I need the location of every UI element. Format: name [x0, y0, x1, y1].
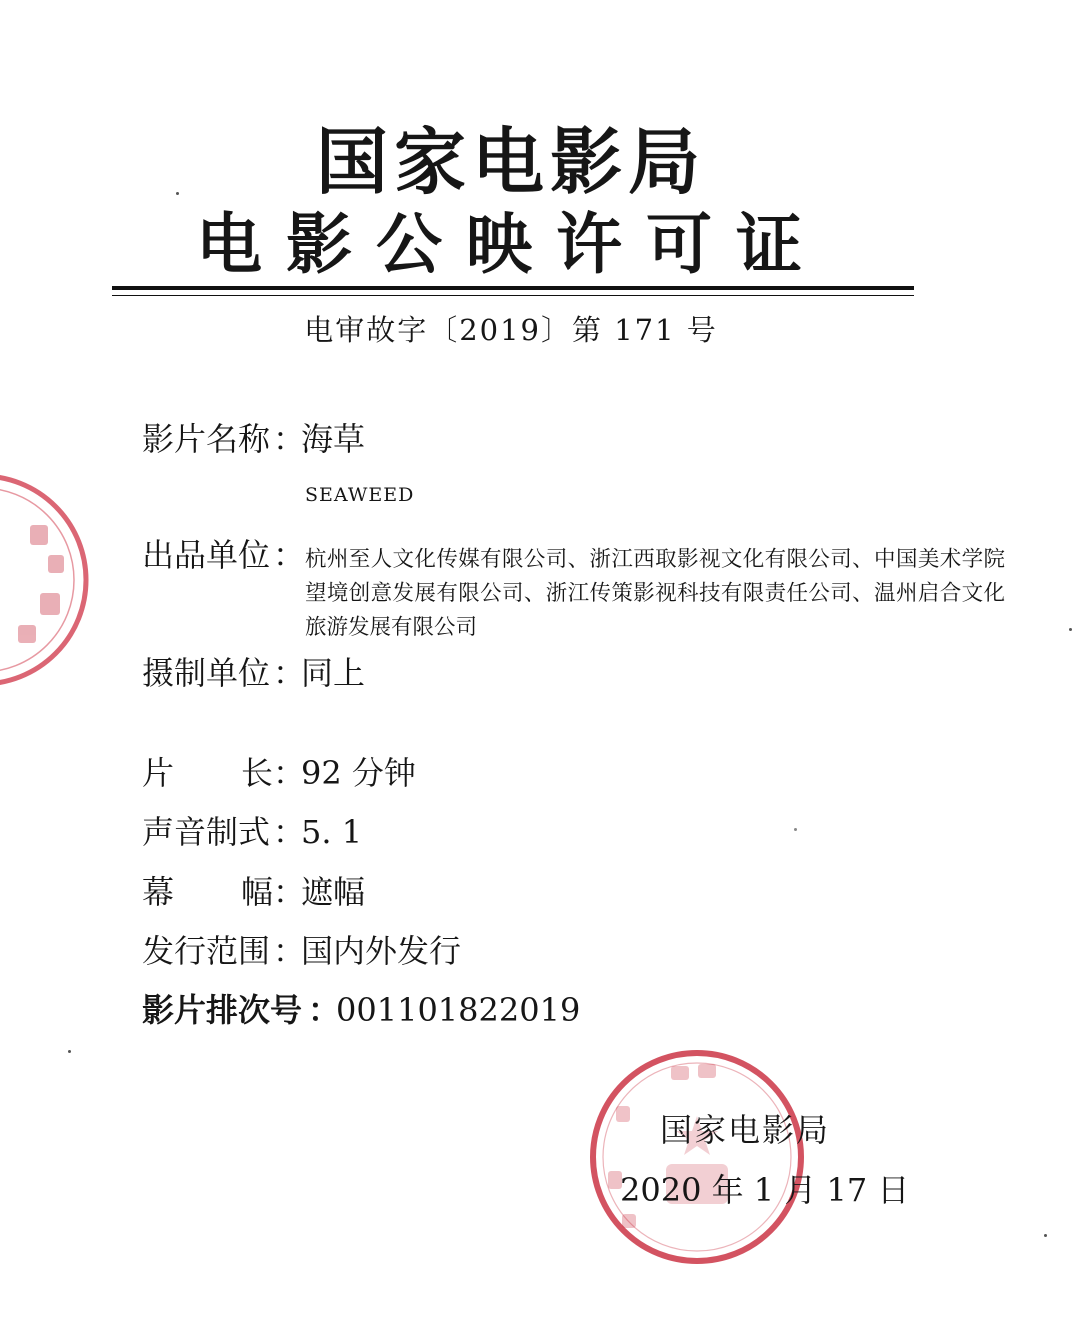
sound-value: 5. 1 [301, 813, 363, 851]
scan-speck [1069, 628, 1072, 631]
field-filming-unit [142, 651, 365, 695]
scan-speck [68, 1050, 71, 1053]
batch-number-label: 影片排次号 [142, 991, 303, 1029]
length-label-char-1: 片 [142, 754, 175, 792]
issue-date: 2020 年 1 月 17 日 [620, 1171, 910, 1209]
field-sound [142, 810, 362, 854]
header-rule-thin [112, 295, 914, 296]
colon: ： [273, 873, 306, 911]
filming-unit-value: 同上 [301, 654, 366, 692]
batch-number-value: 001101822019 [336, 991, 581, 1029]
scan-speck [1044, 1234, 1047, 1237]
scan-speck [794, 828, 797, 831]
colon: ： [308, 991, 341, 1029]
length-label-char-2: 长 [240, 754, 273, 792]
colon: ： [273, 420, 306, 458]
film-name-label: 影片名称 [142, 420, 271, 458]
edge-seal [0, 465, 100, 695]
producer-label: 出品单位 [142, 536, 271, 574]
colon: ： [273, 932, 306, 970]
page-title: 国家电影局 [315, 120, 706, 204]
issuer-name: 国家电影局 [660, 1111, 831, 1149]
field-distribution [142, 929, 461, 973]
field-producer [142, 533, 306, 577]
film-name-value: 海草 [301, 420, 366, 458]
distribution-value: 国内外发行 [301, 932, 462, 970]
film-english-title: SEAWEED [305, 484, 415, 506]
official-seal [586, 1046, 808, 1268]
screen-label-char-1: 幕 [142, 873, 175, 911]
length-value: 92 分钟 [301, 754, 416, 792]
field-film-name [142, 417, 365, 461]
colon: ： [273, 536, 306, 574]
producer-value: 杭州至人文化传媒有限公司、浙江西取影视文化有限公司、中国美术学院望境创意发展有限公司、浙江传策影视科技有限责任公司、温州启合文化旅游发展有限公司 [305, 547, 1005, 640]
screen-value: 遮幅 [301, 873, 366, 911]
scan-speck [176, 192, 179, 195]
sound-label: 声音制式 [142, 813, 271, 851]
filming-unit-label: 摄制单位 [142, 654, 271, 692]
document-number: 电审故字〔2019〕第 171 号 [304, 313, 718, 347]
colon: ： [273, 754, 306, 792]
field-length [142, 751, 416, 795]
header-rule-thick [112, 286, 914, 290]
field-screen [142, 870, 365, 914]
field-batch-number [142, 988, 580, 1032]
colon: ： [273, 654, 306, 692]
distribution-label: 发行范围 [142, 932, 271, 970]
length-label [142, 751, 273, 795]
screen-label-char-2: 幅 [240, 873, 273, 911]
colon: ： [273, 813, 306, 851]
screen-label [142, 870, 273, 914]
document-subtitle: 电影公映许可证 [196, 206, 826, 283]
